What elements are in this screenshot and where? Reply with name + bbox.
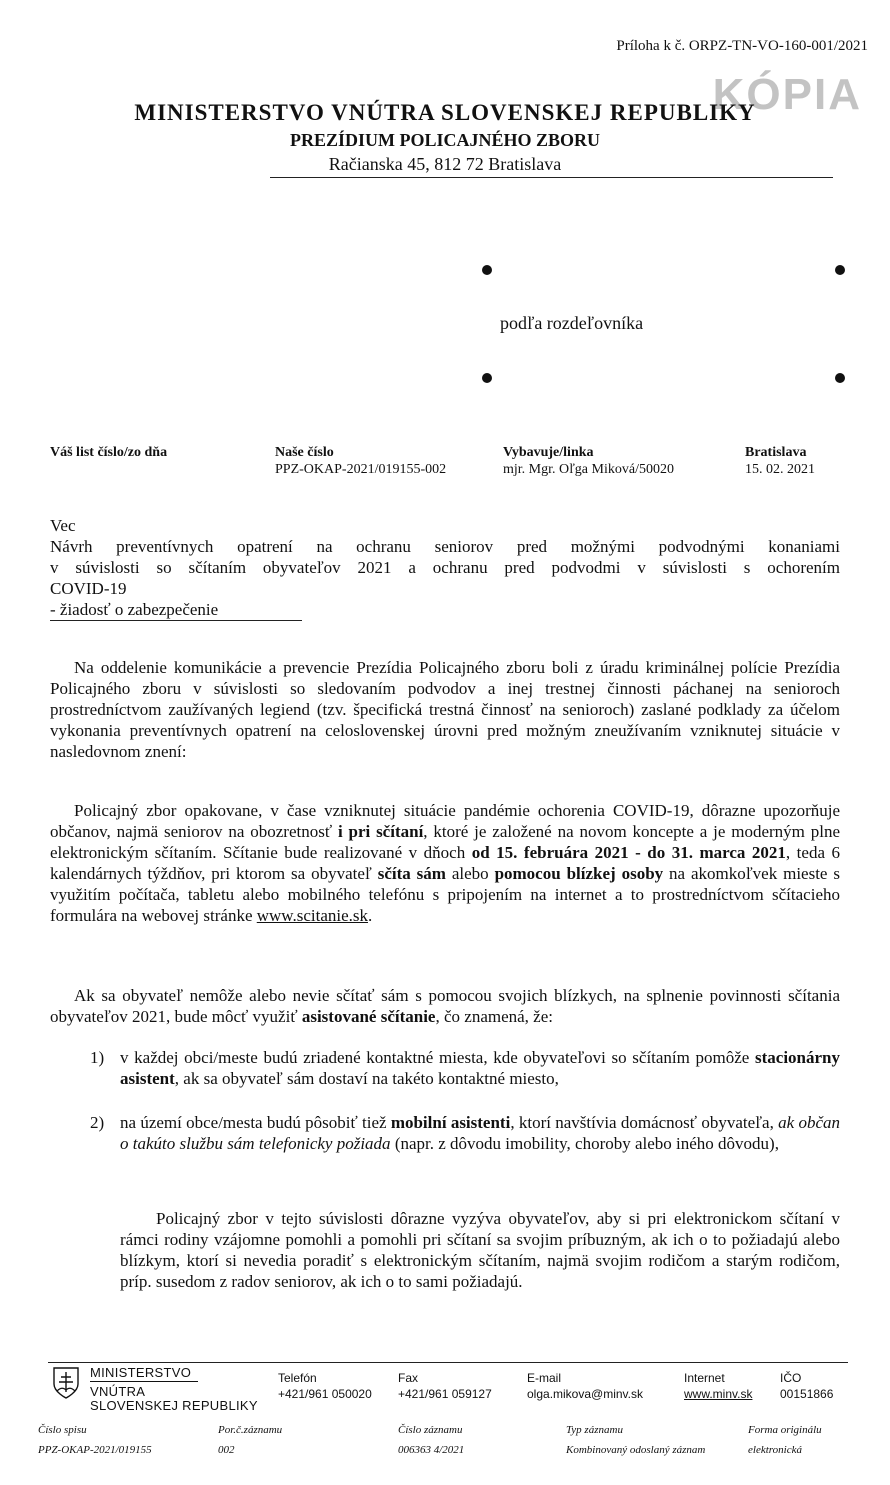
paragraph-1-text: Na oddelenie komunikácie a prevencie Prezídia Policajného zboru boli z úradu kriminálnej polície Prezídia Policajného zboru v súvislosti so sledovaním podvodov a inej trestnej činnosti páchanej na senioroch prostredníctvom zaužívaných legiend (tzv. špecifická trestná činnosť na senioroch) zaslané podklady za účelom vykonania preventívnych opatrení na celoslovenskej úrovni pred možným zneužívaním vzniknutej situácie v nasledovnom znení: (50, 658, 840, 761)
text: . (368, 906, 373, 925)
paragraph-2 (50, 800, 840, 926)
copy-stamp: KÓPIA (712, 70, 862, 119)
address: Račianska 45, 812 72 Bratislava (328, 154, 562, 174)
text: (napr. z dôvodu imobility, choroby alebo iného dôvodu), (390, 1134, 779, 1153)
text: , čo znamená, že: (435, 1007, 553, 1026)
address-window-mark (482, 373, 492, 383)
paragraph-4-text: Policajný zbor v tejto súvislosti dôrazne vyzýva obyvateľov, aby si pri elektronickom sčítaní v rámci rodiny vzájomne pomohli a pomohli pri sčítaní sa svojim príbuzným, ak ich o to požiadajú alebo blízkym, ktorí si nevedia poradiť s elektronickým sčítaním, najmä svojim rodičom a starým rodičom, príp. susedom z radov seniorov, ak ich o to sami požiadajú. (120, 1209, 840, 1291)
list-item (90, 1047, 840, 1089)
fax-label: Fax (398, 1371, 419, 1385)
emphasis: i pri sčítaní (337, 822, 424, 841)
text: na akomkoľvek mieste s využitím počítača, tabletu alebo mobilného telefónu s pripojením na internet a to prostredníctvom sčítacieho formulára na webovej stránke (50, 864, 840, 925)
text: Ak sa obyvateľ nemôže alebo nevie sčítať sám s pomocou svojich blízkych, na splnenie povinnosti sčítania obyvateľov 2021, bude môcť využiť (50, 986, 840, 1026)
text: , ak sa obyvateľ sám dostaví na takéto kontaktné miesto, (174, 1069, 559, 1088)
footer-form (748, 1420, 822, 1460)
text: , ktorí navštívia domácnosť obyvateľa, (510, 1113, 779, 1132)
header-divider (270, 177, 833, 178)
logo-line: SLOVENSKEJ REPUBLIKY (90, 1398, 258, 1413)
attachment-reference: Príloha k č. ORPZ-TN-VO-160-001/2021 (616, 38, 868, 54)
subject-request: - žiadosť o zabezpečenie (50, 599, 302, 621)
address-window-mark (835, 265, 845, 275)
footer-order (218, 1420, 282, 1460)
order-label: Por.č.záznamu (218, 1424, 283, 1436)
logo-line: VNÚTRA (90, 1384, 146, 1399)
emphasis: stacionárny asistent (120, 1048, 840, 1088)
subject-line: v súvislosti so sčítaním obyvateľov 2021 a ochranu pred podvodmi v súvislosti s ochorením (50, 558, 840, 577)
address-window-mark (835, 373, 845, 383)
text: alebo (445, 864, 495, 883)
form-label: Forma originálu (748, 1424, 822, 1436)
our-number-label: Naše číslo (275, 445, 334, 460)
our-number: PPZ-OKAP-2021/019155-002 (275, 462, 447, 477)
paragraph-3 (50, 985, 840, 1027)
footer-ico (780, 1370, 833, 1402)
date-field (745, 444, 815, 478)
type-value: Kombinovaný odoslaný záznam (566, 1444, 706, 1456)
handled-by-field (503, 444, 674, 478)
emphasis: mobilní asistenti (390, 1113, 511, 1132)
our-number-field (275, 444, 446, 478)
text: , ktoré je založené na novom koncepte a je moderným plne elektronickým sčítaním. Sčítanie bude realizované v dňoch (50, 822, 840, 862)
scitanie-link[interactable]: www.scitanie.sk (256, 906, 369, 925)
ico-label: IČO (780, 1371, 802, 1385)
footer-file (38, 1420, 152, 1460)
ministry-logo (52, 1366, 80, 1405)
minv-link[interactable]: www.minv.sk (684, 1387, 753, 1401)
fax-value: +421/961 059127 (398, 1387, 492, 1401)
text: na území obce/mesta budú pôsobiť tiež (120, 1113, 391, 1132)
address-window-mark (482, 265, 492, 275)
record-value: 006363 4/2021 (398, 1444, 465, 1456)
emphasis-dates: od 15. februára 2021 - do 31. marca 2021 (471, 843, 786, 862)
emphasis: asistované sčítanie (301, 1007, 436, 1026)
handled-by: mjr. Mgr. Oľga Miková/50020 (503, 462, 674, 477)
text: , teda 6 kalendárnych týždňov, pri ktorom sa obyvateľ (50, 843, 840, 883)
paragraph-1 (50, 657, 840, 762)
type-label: Typ záznamu (566, 1424, 623, 1436)
list-number: 2) (90, 1113, 105, 1132)
footer-type (566, 1420, 705, 1460)
file-label: Číslo spisu (38, 1424, 87, 1436)
logo-line: MINISTERSTVO (90, 1366, 198, 1382)
footer-fax (398, 1370, 492, 1402)
internet-label: Internet (684, 1371, 725, 1385)
email-value[interactable]: olga.mikova@minv.sk (527, 1387, 643, 1401)
emphasis: pomocou blízkej osoby (494, 864, 664, 883)
emphasis-italic: ak občan o takúto službu sám telefonicky požiada (120, 1113, 840, 1153)
ico-value: 00151866 (780, 1387, 834, 1401)
ministry-title: MINISTERSTVO VNÚTRA SLOVENSKEJ REPUBLIKY (134, 100, 756, 125)
footer-phone (278, 1370, 372, 1402)
text: Policajný zbor opakovane, v čase vzniknutej situácie pandémie ochorenia COVID-19, dôrazne upozorňuje občanov, najmä seniorov na obozretnosť (50, 801, 840, 841)
coat-of-arms-icon (52, 1366, 80, 1400)
subject-label: Vec (50, 516, 76, 535)
email-label: E-mail (527, 1371, 562, 1385)
emphasis: sčíta sám (377, 864, 446, 883)
your-letter-field (50, 444, 167, 461)
logo-wordmark (90, 1366, 258, 1413)
handled-by-label: Vybavuje/linka (503, 445, 594, 460)
footer-divider (48, 1362, 848, 1363)
presidium-title: PREZÍDIUM POLICAJNÉHO ZBORU (289, 130, 601, 150)
recipient: podľa rozdeľovníka (500, 313, 644, 333)
subject-line: COVID-19 (50, 579, 127, 598)
place-label: Bratislava (745, 445, 807, 460)
subject-line: Návrh preventívnych opatrení na ochranu seniorov pred možnými podvodnými konaniami (50, 537, 840, 556)
list-number: 1) (90, 1048, 105, 1067)
form-value: elektronická (748, 1444, 802, 1456)
phone-value: +421/961 050020 (278, 1387, 372, 1401)
your-letter-label: Váš list číslo/zo dňa (50, 445, 168, 460)
subject-block (50, 515, 840, 621)
footer-internet (684, 1370, 752, 1402)
list-item (90, 1112, 840, 1154)
record-label: Číslo záznamu (398, 1424, 463, 1436)
file-value: PPZ-OKAP-2021/019155 (38, 1444, 152, 1456)
text: v každej obci/meste budú zriadené kontaktné miesta, kde obyvateľovi so sčítaním pomôže (120, 1048, 755, 1067)
footer-email (527, 1370, 643, 1402)
order-value: 002 (218, 1444, 235, 1456)
footer-record (398, 1420, 464, 1460)
date: 15. 02. 2021 (745, 462, 815, 477)
phone-label: Telefón (278, 1371, 317, 1385)
paragraph-4 (120, 1208, 840, 1292)
